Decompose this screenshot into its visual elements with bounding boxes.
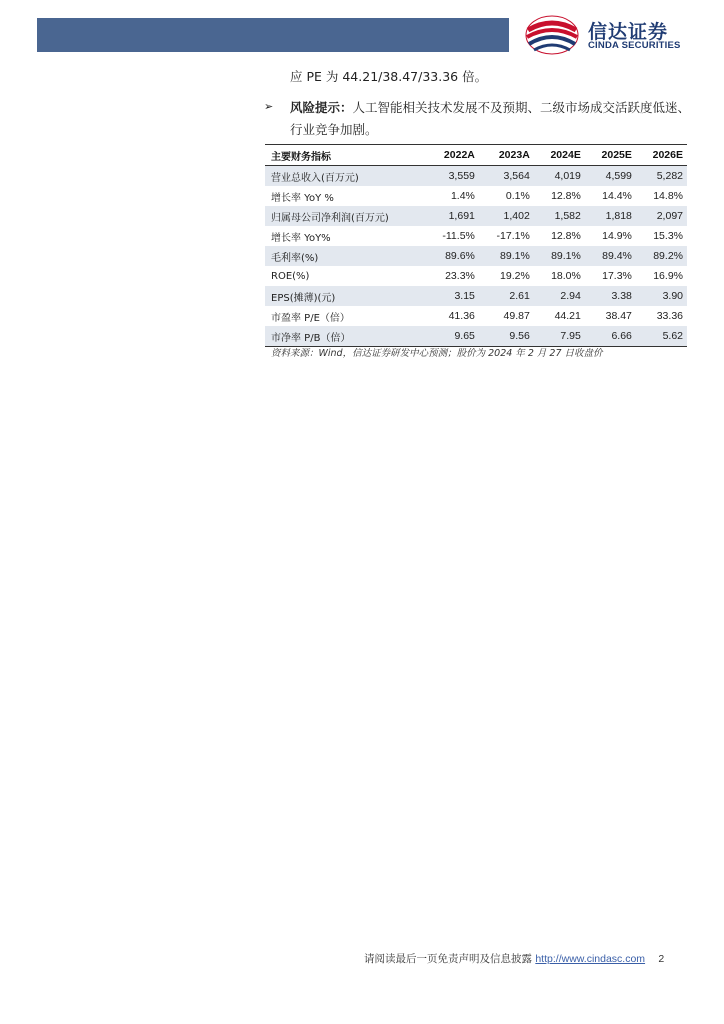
table-cell: 89.2% bbox=[636, 246, 687, 266]
table-cell: 1,402 bbox=[479, 206, 534, 226]
column-header: 主要财务指标 bbox=[265, 145, 425, 166]
table-cell: 1,582 bbox=[534, 206, 585, 226]
table-cell: 2.61 bbox=[479, 286, 534, 306]
row-label: 归属母公司净利润(百万元) bbox=[265, 206, 425, 226]
table-cell: -11.5% bbox=[442, 230, 475, 242]
table-cell: 9.56 bbox=[479, 326, 534, 347]
table-cell: 5.62 bbox=[636, 326, 687, 347]
table-row bbox=[265, 246, 687, 266]
risk-warning-line-1 bbox=[290, 98, 690, 116]
row-label: 营业总收入(百万元) bbox=[265, 166, 425, 187]
table-cell: 4,599 bbox=[585, 166, 636, 187]
table-cell: 33.36 bbox=[656, 310, 683, 322]
table-cell: 44.21 bbox=[554, 310, 581, 322]
table-cell: 19.2% bbox=[500, 270, 530, 282]
table-cell: 38.47 bbox=[605, 310, 632, 322]
logo-chinese-name: 信达证券 bbox=[588, 21, 669, 43]
table-cell: 89.4% bbox=[585, 246, 636, 266]
disclaimer-text: 请阅读最后一页免责声明及信息披露 bbox=[364, 953, 532, 965]
table-cell: 14.9% bbox=[602, 230, 632, 242]
row-label: 市盈率 P/E（倍） bbox=[271, 312, 350, 324]
table-cell: -17.1% bbox=[496, 230, 530, 242]
row-label: 毛利率(%) bbox=[265, 246, 425, 266]
column-header: 2025E bbox=[585, 145, 636, 166]
table-cell: 12.8% bbox=[551, 190, 581, 202]
table-cell: 14.8% bbox=[653, 190, 683, 202]
table-cell: 1,818 bbox=[585, 206, 636, 226]
table-cell: 15.3% bbox=[653, 230, 683, 242]
table-cell: 3,564 bbox=[479, 166, 534, 187]
row-label: 增长率 YoY% bbox=[271, 232, 331, 244]
table-cell: 2.94 bbox=[534, 286, 585, 306]
row-label: 市净率 P/B（倍） bbox=[265, 326, 425, 347]
table-cell: 89.6% bbox=[425, 246, 479, 266]
table-cell: 6.66 bbox=[585, 326, 636, 347]
risk-text-1: 人工智能相关技术发展不及预期、二级市场成交活跃度低迷、 bbox=[352, 100, 691, 115]
financial-indicators-table bbox=[265, 144, 687, 347]
table-row bbox=[265, 266, 687, 286]
table-cell: 1.4% bbox=[450, 190, 475, 202]
table-cell: 4,019 bbox=[534, 166, 585, 187]
column-header: 2022A bbox=[425, 145, 479, 166]
table-cell: 0.1% bbox=[505, 190, 530, 202]
row-label: EPS(摊薄)(元) bbox=[265, 286, 425, 306]
table-row bbox=[265, 186, 687, 206]
table-cell: 1,691 bbox=[425, 206, 479, 226]
table-cell: 17.3% bbox=[602, 270, 632, 282]
logo-english-name: CINDA SECURITIES bbox=[588, 40, 681, 51]
table-cell: 5,282 bbox=[636, 166, 687, 187]
table-cell: 23.3% bbox=[445, 270, 475, 282]
row-label: 增长率 YoY % bbox=[271, 192, 334, 204]
page-number: 2 bbox=[658, 953, 665, 965]
table-header-row bbox=[265, 145, 687, 166]
table-cell: 89.1% bbox=[479, 246, 534, 266]
table-cell: 14.4% bbox=[602, 190, 632, 202]
column-header: 2024E bbox=[534, 145, 585, 166]
table-row bbox=[265, 286, 687, 306]
table-cell: 3,559 bbox=[425, 166, 479, 187]
column-header: 2026E bbox=[636, 145, 687, 166]
table-row bbox=[265, 326, 687, 347]
table-cell: 89.1% bbox=[534, 246, 585, 266]
table-cell: 16.9% bbox=[653, 270, 683, 282]
table-cell: 18.0% bbox=[551, 270, 581, 282]
cinda-logo-icon bbox=[524, 14, 580, 56]
row-label: ROE(%) bbox=[271, 270, 310, 282]
website-link[interactable]: http://www.cindasc.com bbox=[535, 953, 646, 965]
table-cell: 2,097 bbox=[636, 206, 687, 226]
table-cell: 7.95 bbox=[534, 326, 585, 347]
risk-title: 风险提示： bbox=[290, 100, 353, 115]
table-cell: 12.8% bbox=[551, 230, 581, 242]
company-logo bbox=[524, 14, 704, 56]
risk-warning-line-2: 行业竞争加剧。 bbox=[290, 122, 378, 137]
source-note: 资料来源：Wind，信达证券研发中心预测；股价为 2024 年 2 月 27 日收盘价 bbox=[271, 348, 603, 359]
table-row bbox=[265, 166, 687, 187]
page-footer bbox=[364, 951, 664, 966]
bullet-arrow-icon: ➢ bbox=[264, 100, 274, 113]
table-cell: 3.38 bbox=[585, 286, 636, 306]
table-cell: 49.87 bbox=[503, 310, 530, 322]
table-row bbox=[265, 226, 687, 246]
table-row bbox=[265, 206, 687, 226]
table-cell: 41.36 bbox=[448, 310, 475, 322]
table-row bbox=[265, 306, 687, 326]
header-bar bbox=[37, 18, 509, 52]
valuation-text: 应 PE 为 44.21/38.47/33.36 倍。 bbox=[290, 69, 488, 84]
table-cell: 3.90 bbox=[636, 286, 687, 306]
table-cell: 9.65 bbox=[425, 326, 479, 347]
column-header: 2023A bbox=[479, 145, 534, 166]
table-cell: 3.15 bbox=[425, 286, 479, 306]
